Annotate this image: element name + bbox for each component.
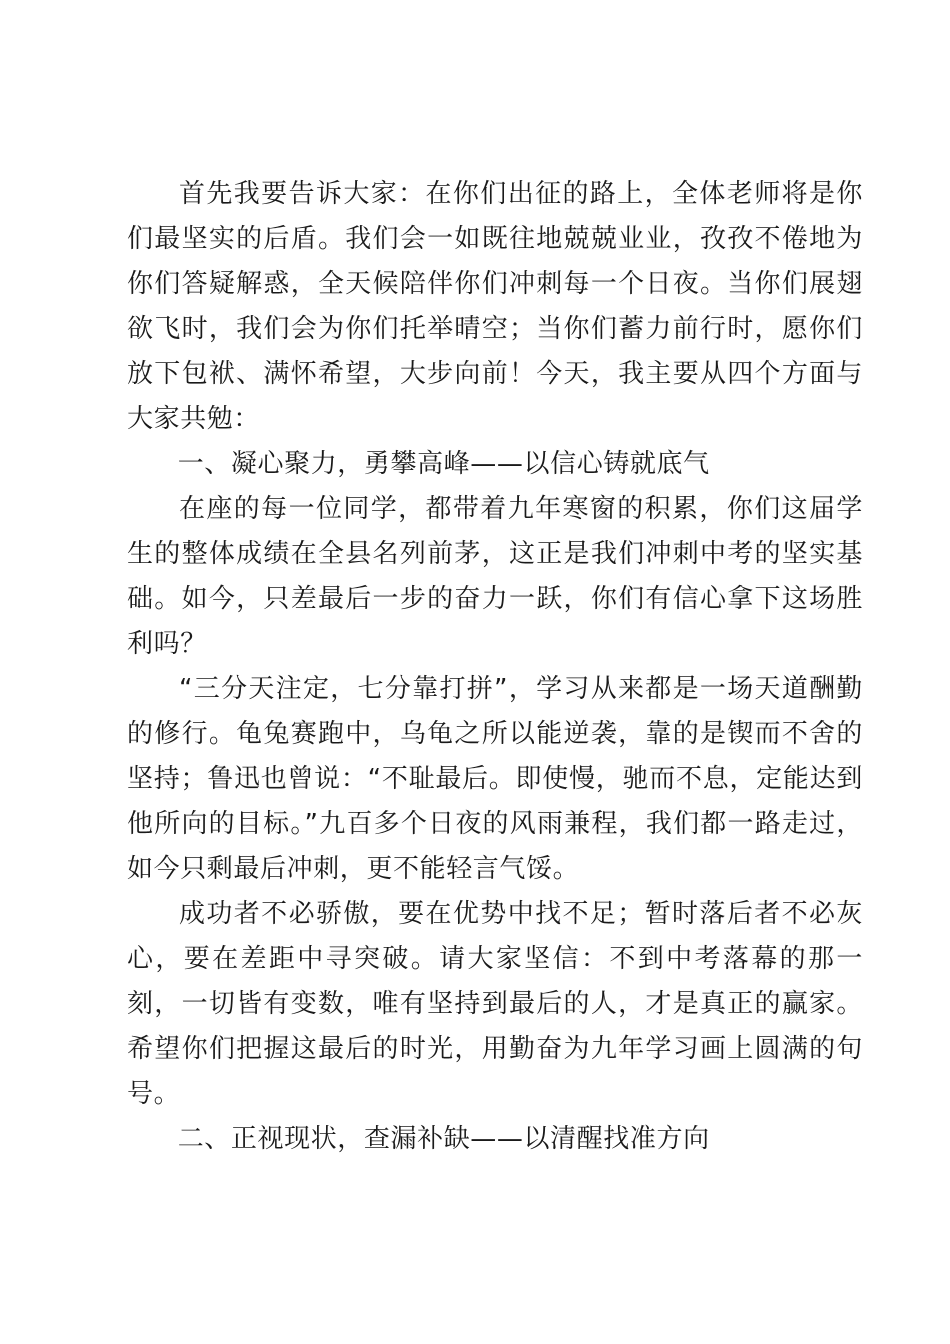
paragraph-intro: 首先我要告诉大家：在你们出征的路上，全体老师将是你们最坚实的后盾。我们会一如既往地兢兢业业，孜孜不倦地为你们答疑解惑，全天候陪伴你们冲刺每一个日夜。当你们展翅欲飞时，我们会为你们托举晴空；当你们蓄力前行时，愿你们放下包袱、满怀希望，大步向前！今天，我主要从四个方面与大家共勉：: [127, 179, 863, 434]
document-page: [127, 172, 863, 1162]
paragraph-effort: “三分天注定，七分靠打拼”，学习从来都是一场天道酬勤的修行。龟兔赛跑中，乌龟之所以能逆袭，靠的是锲而不舍的坚持；鲁迅也曾说：“不耻最后。即使慢，驰而不息，定能达到他所向的目标。”九百多个日夜的风雨兼程，我们都一路走过，如今只剩最后冲刺，更不能轻言气馁。: [127, 674, 863, 884]
section-heading-1: 一、凝心聚力，勇攀高峰——以信心铸就底气: [177, 449, 710, 479]
paragraph-persistence: 成功者不必骄傲，要在优势中找不足；暂时落后者不必灰心，要在差距中寻突破。请大家坚信：不到中考落幕的那一刻，一切皆有变数，唯有坚持到最后的人，才是真正的赢家。希望你们把握这最后的时光，用勤奋为九年学习画上圆满的句号。: [127, 899, 863, 1109]
paragraph-confidence: 在座的每一位同学，都带着九年寒窗的积累，你们这届学生的整体成绩在全县名列前茅，这正是我们冲刺中考的坚实基础。如今，只差最后一步的奋力一跃，你们有信心拿下这场胜利吗？: [127, 494, 863, 659]
section-heading-2: 二、正视现状，查漏补缺——以清醒找准方向: [177, 1124, 710, 1154]
